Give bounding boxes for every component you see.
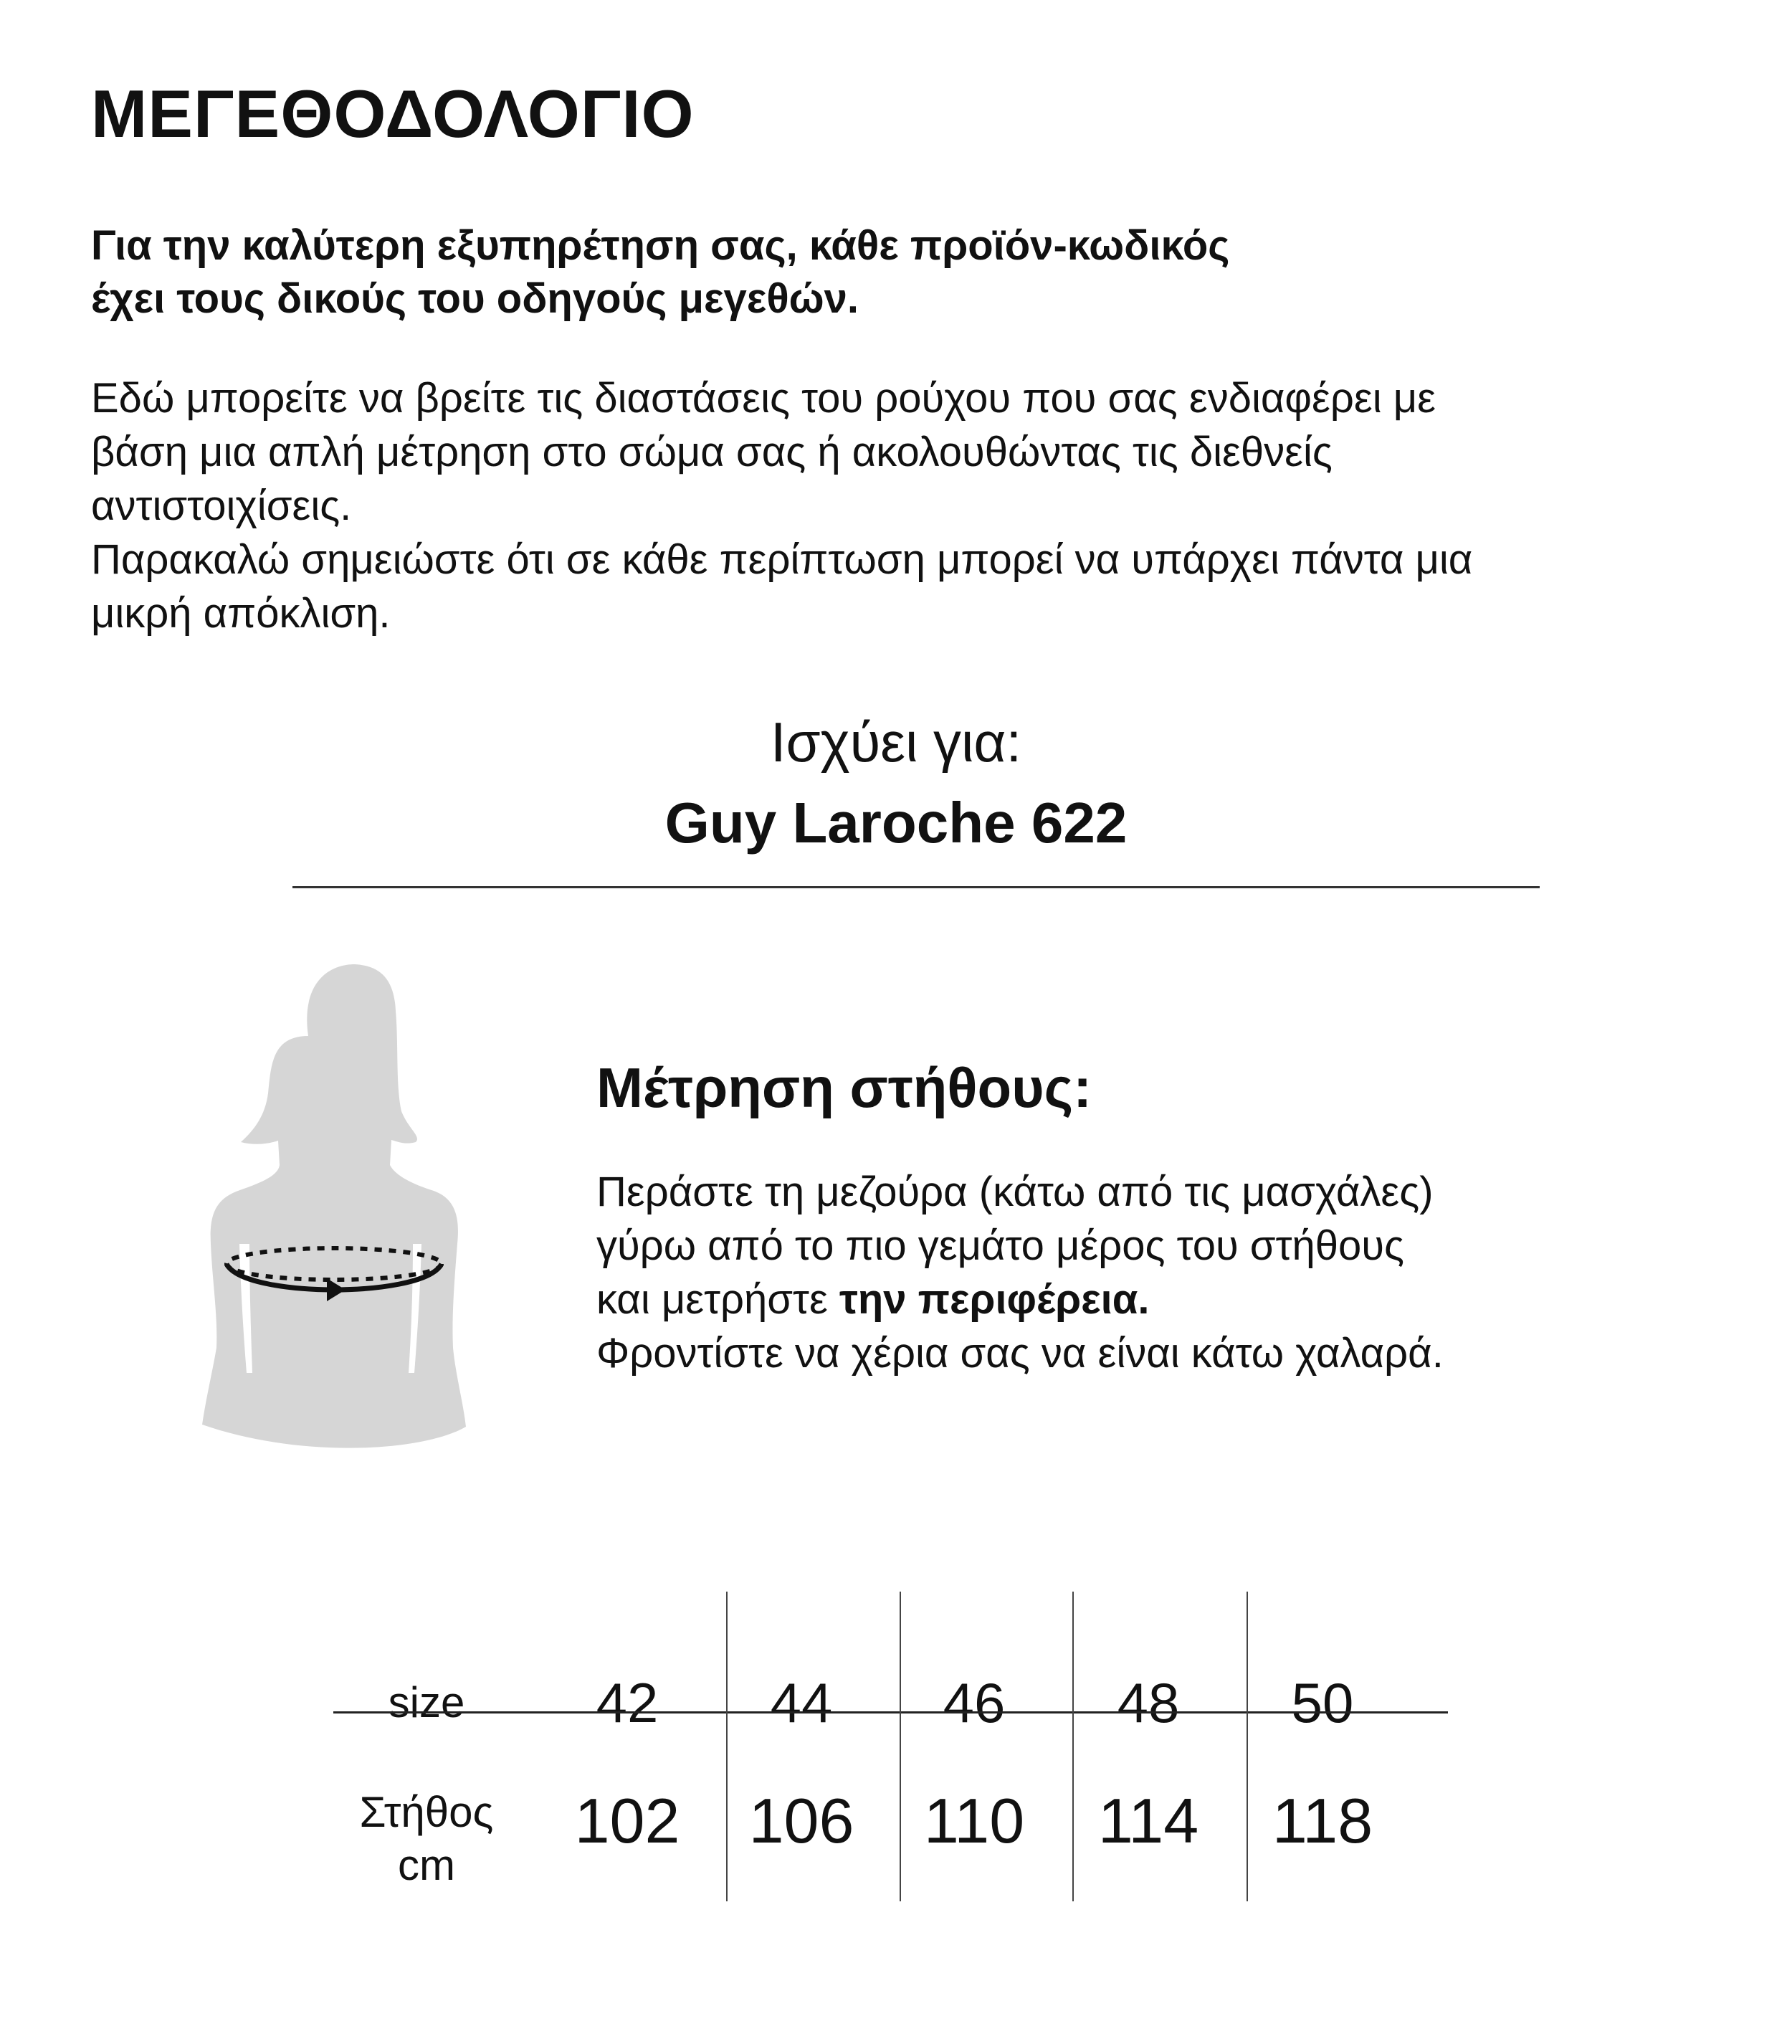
- bust-row-label: [330, 1774, 523, 1903]
- intro-paragraph: [91, 371, 1704, 640]
- size-cell: 42: [596, 1670, 659, 1734]
- bust-cell: 106: [748, 1785, 854, 1856]
- table-column-divider: [726, 1592, 728, 1901]
- measurement-instructions: [596, 1165, 1672, 1380]
- intro-line: Εδώ μπορείτε να βρείτε τις διαστάσεις του ρούχου που σας ενδιαφέρει με: [91, 375, 1436, 422]
- size-table: [330, 1592, 1448, 1907]
- bust-unit-text: cm: [398, 1841, 455, 1889]
- bust-cell: 102: [574, 1785, 680, 1856]
- bust-measurement-figure-icon: [194, 957, 473, 1452]
- size-cell: 50: [1291, 1670, 1354, 1734]
- size-cell: 46: [943, 1670, 1006, 1734]
- measurement-title: Μέτρηση στήθους:: [596, 1056, 1092, 1119]
- bust-cell: 110: [923, 1785, 1025, 1856]
- bust-label-text: Στήθος: [359, 1788, 494, 1836]
- product-name: Guy Laroche 622: [664, 791, 1128, 855]
- intro-line: Παρακαλώ σημειώστε ότι σε κάθε περίπτωση μπορεί να υπάρχει πάντα μια: [91, 536, 1473, 583]
- section-divider: [292, 886, 1540, 888]
- table-column-divider: [1247, 1592, 1248, 1901]
- table-column-divider: [1072, 1592, 1074, 1901]
- intro-line: αντιστοιχίσεις.: [91, 483, 352, 529]
- intro-highlight-line: έχει τους δικούς του οδηγούς μεγεθών.: [91, 275, 859, 322]
- instruction-line: Περάστε τη μεζούρα (κάτω από τις μασχάλες): [596, 1169, 1434, 1215]
- instruction-text: και μετρήστε: [596, 1276, 839, 1323]
- size-cell: 44: [770, 1670, 833, 1734]
- instruction-line: γύρω από το πιο γεμάτο μέρος του στήθους: [596, 1222, 1404, 1269]
- silhouette-shape: [202, 964, 466, 1448]
- silhouette: [202, 964, 466, 1448]
- instruction-emphasis: την περιφέρεια.: [839, 1276, 1150, 1323]
- size-cell: 48: [1117, 1670, 1180, 1734]
- instruction-line: Φροντίστε να χέρια σας να είναι κάτω χαλαρά.: [596, 1330, 1444, 1377]
- intro-highlight: [91, 219, 1668, 325]
- bust-cell: 114: [1097, 1785, 1199, 1856]
- bust-cell: 118: [1272, 1785, 1373, 1856]
- intro-line: μικρή απόκλιση.: [91, 590, 391, 637]
- instruction-line: [596, 1273, 1672, 1326]
- applies-to-label: Ισχύει για:: [770, 710, 1022, 774]
- page-title: ΜΕΓΕΘΟΔΟΛΟΓΙΟ: [91, 76, 695, 151]
- intro-highlight-line: Για την καλύτερη εξυπηρέτηση σας, κάθε προϊόν-κωδικός: [91, 222, 1230, 269]
- intro-line: βάση μια απλή μέτρηση στο σώμα σας ή ακολουθώντας τις διεθνείς: [91, 429, 1333, 475]
- table-header-rule: [333, 1711, 1448, 1713]
- size-row-label: size: [388, 1678, 465, 1726]
- table-column-divider: [900, 1592, 901, 1901]
